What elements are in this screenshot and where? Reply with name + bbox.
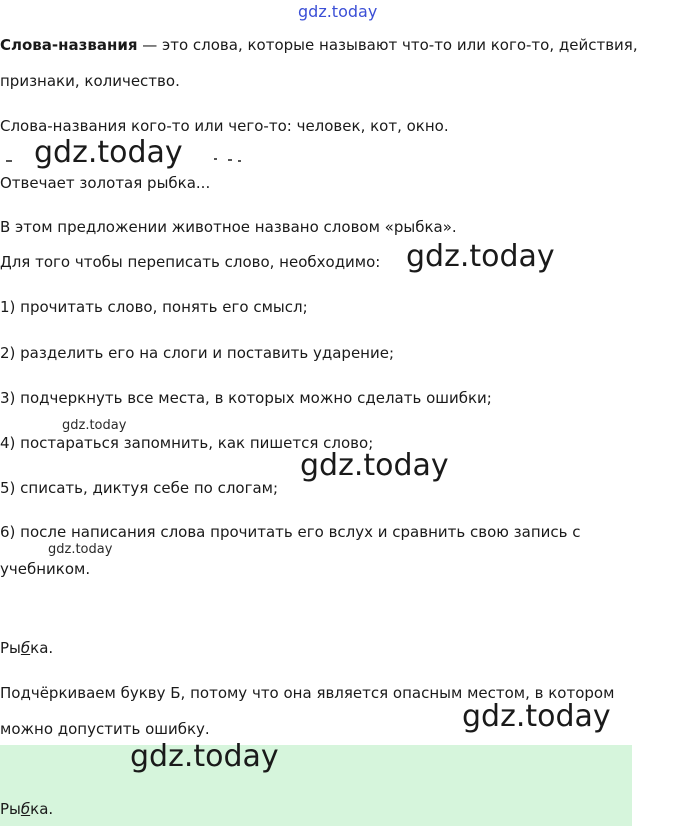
word-part: Ры [0,800,21,818]
watermark: gdz.today [300,448,449,483]
scan-mark [214,158,217,160]
danger-letter: б [20,800,31,818]
watermark: gdz.today [34,135,183,170]
note-line-1: Подчёркиваем букву Б, потому что она является опасным местом, в котором [0,684,615,702]
step-6: 6) после написания слова прочитать его вслух и сравнить свою запись с [0,523,581,541]
word-part: ка. [30,800,54,818]
definition-term: Слова-названия [0,36,138,54]
word-example-1 [0,638,53,658]
watermark: gdz.today [406,239,555,274]
examples-line: Слова-названия кого-то или чего-то: человек, кот, окно. [0,117,449,135]
answer-block [0,745,632,826]
definition-line-2: признаки, количество. [0,72,180,90]
watermark: gdz.today [48,542,113,557]
definition-text: — это слова, которые называют что-то или кого-то, действия, [137,36,638,54]
steps-intro: Для того чтобы переписать слово, необходимо: [0,253,381,271]
step-4: 4) постараться запомнить, как пишется слово; [0,434,374,452]
watermark: gdz.today [130,739,279,774]
scan-mark [6,160,12,162]
definition-line-1 [0,35,638,55]
danger-letter: б [20,639,31,657]
watermark: gdz.today [462,699,611,734]
scan-mark [228,159,232,161]
sentence-line: Отвечает золотая рыбка... [0,174,211,192]
watermark: gdz.today [62,418,127,433]
step-6-tail: учебником. [0,560,91,578]
explain-line: В этом предложении животное названо словом «рыбка». [0,218,457,236]
note-line-2: можно допустить ошибку. [0,720,210,738]
watermark-top: gdz.today [298,2,378,21]
word-part: ка. [30,639,54,657]
step-2: 2) разделить его на слоги и поставить ударение; [0,344,395,362]
step-3: 3) подчеркнуть все места, в которых можно сделать ошибки; [0,389,492,407]
word-example-2 [0,799,53,819]
step-5: 5) списать, диктуя себе по слогам; [0,479,279,497]
step-1: 1) прочитать слово, понять его смысл; [0,298,308,316]
scan-mark [238,160,241,162]
word-part: Ры [0,639,21,657]
